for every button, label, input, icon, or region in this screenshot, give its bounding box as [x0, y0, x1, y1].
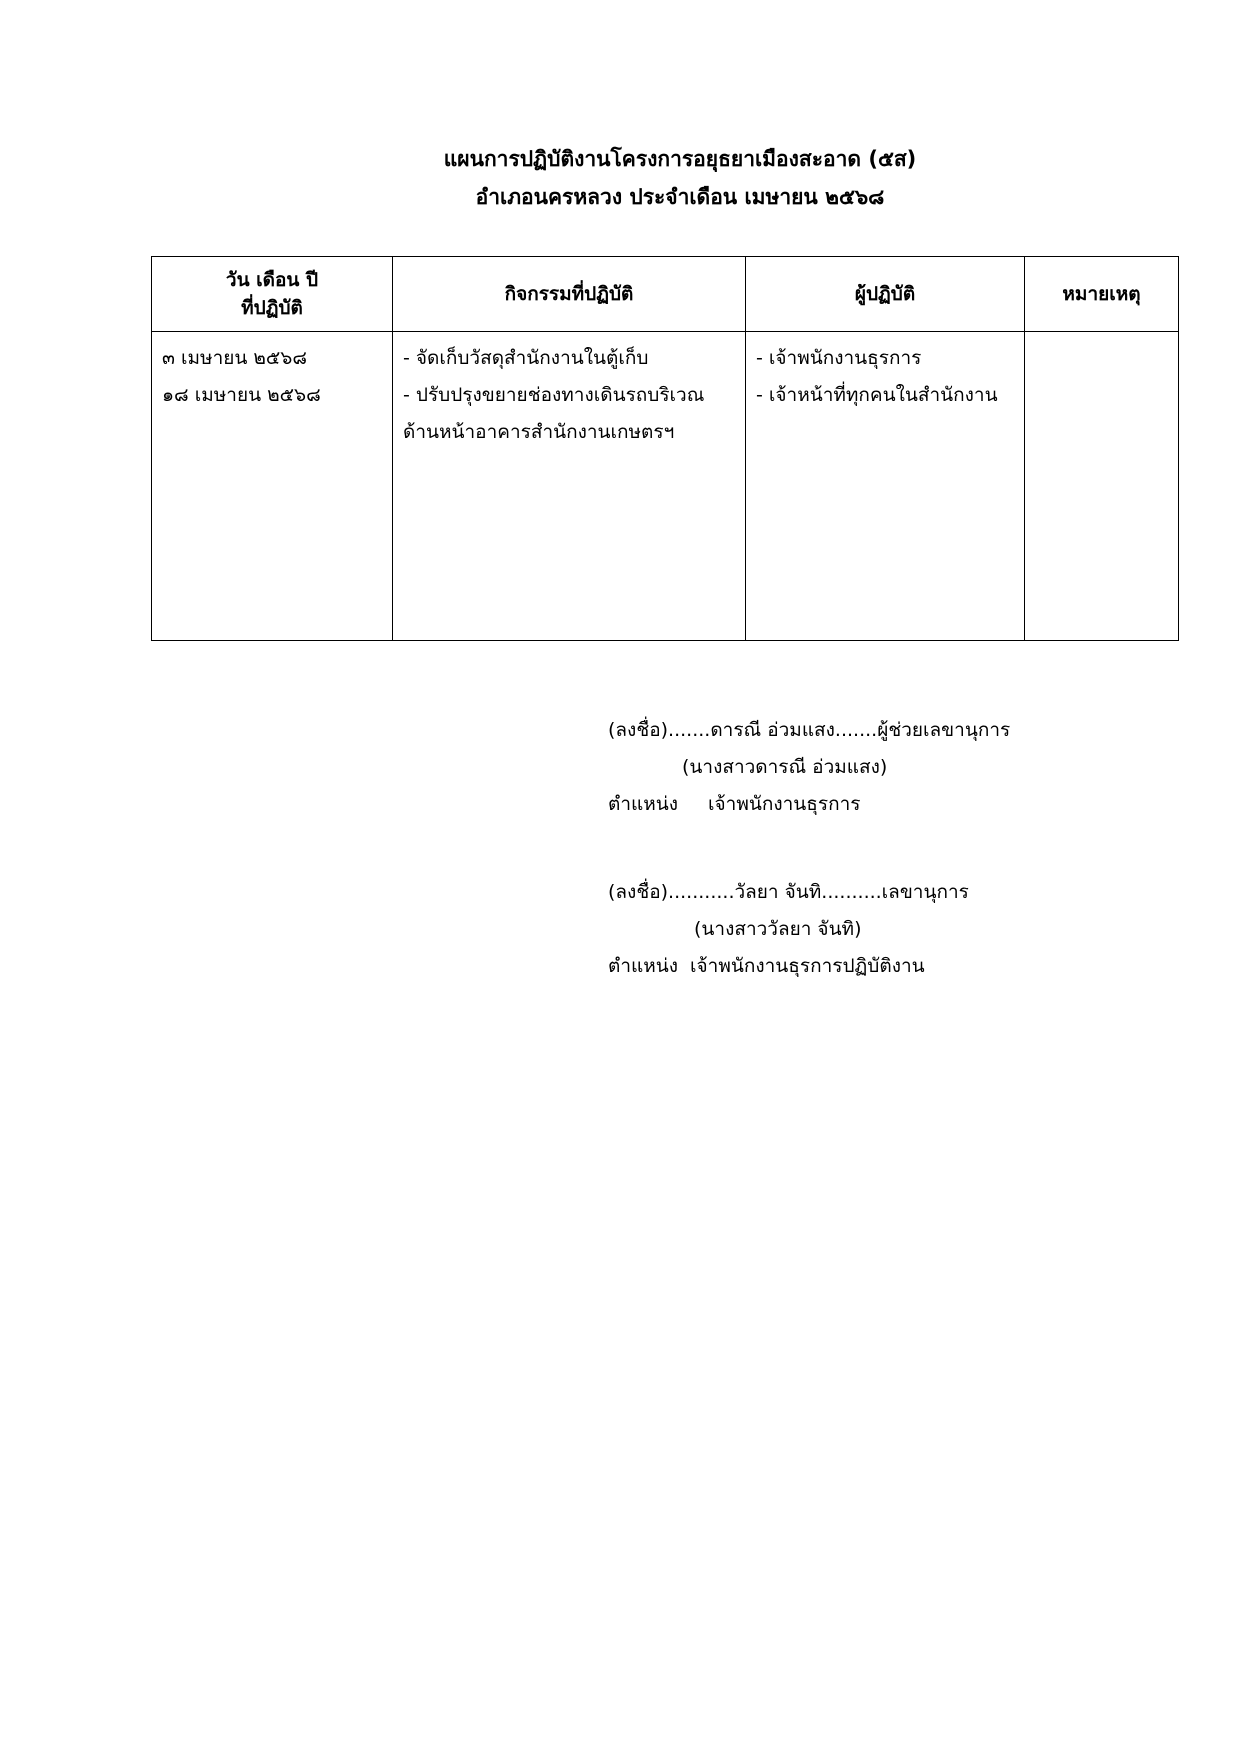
title-line-2: อำเภอนครหลวง ประจำเดือน เมษายน ๒๕๖๘	[475, 185, 885, 209]
performer-item: - เจ้าหน้าที่ทุกคนในสำนักงาน	[756, 384, 998, 406]
header-date-line-1: วัน เดือน ปี	[225, 269, 319, 291]
position-value: เจ้าพนักงานธุรการปฏิบัติงาน	[690, 955, 925, 977]
header-date	[152, 257, 393, 332]
signature-block-1	[608, 712, 1010, 823]
position-value: เจ้าพนักงานธุรการ	[708, 793, 861, 815]
signature-name-line: (นางสาวดารณี อ่วมแสง)	[682, 756, 888, 778]
table-header-row	[152, 257, 1179, 332]
title-line-1: แผนการปฏิบัติงานโครงการอยุธยาเมืองสะอาด (๕ส)	[443, 147, 917, 171]
header-activity: กิจกรรมที่ปฏิบัติ	[393, 257, 746, 332]
date-item: ๑๘ เมษายน ๒๕๖๘	[162, 384, 321, 406]
activity-item: - จัดเก็บวัสดุสำนักงานในตู้เก็บ	[403, 347, 649, 369]
signature-sign-line: (ลงชื่อ).......ดารณี อ่วมแสง.......ผู้ช่วยเลขานุการ	[608, 719, 1011, 741]
header-remarks: หมายเหตุ	[1025, 257, 1179, 332]
signature-name-line: (นางสาววัลยา จันทิ)	[694, 918, 862, 940]
activity-item: - ปรับปรุงขยายช่องทางเดินรถบริเวณ	[403, 384, 705, 406]
position-label: ตำแหน่ง	[608, 793, 679, 815]
signature-block-2	[608, 874, 969, 985]
signature-sign-line: (ลงชื่อ)...........วัลยา จันทิ..........เลขานุการ	[608, 881, 969, 903]
header-date-line-2: ที่ปฏิบัติ	[241, 297, 303, 319]
performer-item: - เจ้าพนักงานธุรการ	[756, 347, 922, 369]
table-row	[152, 332, 1179, 641]
activity-item: ด้านหน้าอาคารสำนักงานเกษตรฯ	[403, 421, 675, 443]
header-performer: ผู้ปฏิบัติ	[746, 257, 1025, 332]
plan-table	[151, 256, 1179, 641]
cell-activities	[393, 332, 746, 641]
cell-dates	[152, 332, 393, 641]
signature-position-line	[608, 786, 1010, 823]
document-title	[0, 140, 1241, 216]
cell-performers	[746, 332, 1025, 641]
position-label: ตำแหน่ง	[608, 955, 679, 977]
cell-remarks	[1025, 332, 1179, 641]
date-item: ๓ เมษายน ๒๕๖๘	[162, 347, 308, 369]
signature-position-line	[608, 948, 969, 985]
